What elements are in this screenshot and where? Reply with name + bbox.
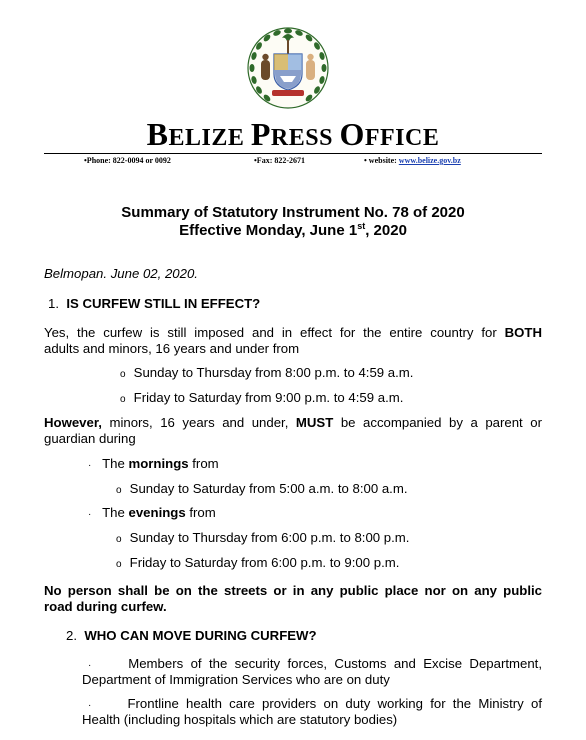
list-text: The — [102, 456, 125, 471]
header-rule — [44, 153, 542, 154]
mornings-item — [88, 455, 219, 474]
paragraph-text: minors, 16 years and under, — [109, 415, 289, 430]
fax-number: •Fax: 822-2671 — [254, 156, 306, 165]
title-initial: O — [339, 116, 365, 152]
evenings-schedule-item — [116, 554, 399, 573]
section-number: 2. — [66, 628, 77, 643]
curfew-paragraph-line2: adults and minors, 16 years and under from — [44, 341, 300, 356]
document-title: Summary of Statutory Instrument No. 78 of 2020 — [121, 204, 465, 221]
section-heading-text: IS CURFEW STILL IN EFFECT? — [66, 296, 261, 311]
section-2-heading — [66, 627, 317, 644]
emphasis-text: mornings — [128, 456, 189, 471]
emphasis-text: evenings — [128, 505, 186, 520]
website-label: • website: — [364, 156, 397, 165]
circle-bullet-icon: o — [116, 534, 122, 545]
effective-year: , 2020 — [365, 222, 407, 239]
movement-item-1-line2: Department of Immigration Services who are on duty — [82, 672, 390, 687]
title-initial: P — [250, 116, 271, 152]
list-text: Members of the security forces, Customs and Excise Department, — [128, 656, 542, 671]
effective-date-title — [0, 222, 586, 239]
website-line — [364, 156, 461, 165]
movement-item-2-line2: Health (including hospitals which are statutory bodies) — [82, 712, 398, 727]
curfew-schedule-item — [120, 389, 403, 408]
list-text: The — [102, 505, 125, 520]
list-text: from — [192, 456, 219, 471]
schedule-text: Sunday to Thursday from 8:00 p.m. to 4:59 a.m. — [133, 365, 414, 380]
website-link[interactable]: www.belize.gov.bz — [398, 156, 461, 165]
section-number: 1. — [48, 296, 59, 311]
title-initial: B — [146, 116, 169, 152]
curfew-warning-line1: No person shall be on the streets or in any public place nor on any public — [44, 583, 542, 598]
circle-bullet-icon: o — [116, 485, 122, 496]
emphasis-text: MUST — [295, 415, 334, 430]
section-heading-text: WHO CAN MOVE DURING CURFEW? — [84, 628, 317, 643]
dot-bullet-icon: · — [88, 700, 92, 711]
emphasis-text: However, — [44, 415, 102, 430]
dot-bullet-icon: · — [88, 660, 92, 671]
circle-bullet-icon: o — [120, 369, 126, 380]
list-text: Frontline health care providers on duty working for the Ministry of — [127, 696, 542, 711]
title-word: RESS — [270, 125, 333, 151]
coat-of-arms-seal — [246, 26, 330, 110]
minors-paragraph-line1 — [44, 414, 542, 431]
evenings-item — [88, 504, 216, 523]
schedule-text: Friday to Saturday from 9:00 p.m. to 4:59 a.m. — [133, 390, 404, 405]
mornings-schedule-item — [116, 480, 408, 499]
evenings-schedule-item — [116, 529, 409, 548]
minors-paragraph-line2: guardian during — [44, 431, 136, 446]
phone-number: •Phone: 822-0094 or 0092 — [84, 156, 171, 165]
dateline: Belmopan. June 02, 2020. — [44, 266, 198, 281]
title-word: ELIZE — [168, 125, 245, 151]
curfew-schedule-item — [120, 364, 413, 383]
schedule-text: Sunday to Thursday from 6:00 p.m. to 8:00 p.m. — [129, 530, 410, 545]
curfew-warning-line2: road during curfew. — [44, 599, 167, 614]
list-text: from — [189, 505, 216, 520]
circle-bullet-icon: o — [116, 559, 122, 570]
section-1-heading — [48, 295, 260, 312]
schedule-text: Friday to Saturday from 6:00 p.m. to 9:00 p.m. — [129, 555, 400, 570]
paragraph-text: Yes, the curfew is still imposed and in effect for the entire country for — [44, 325, 497, 340]
circle-bullet-icon: o — [120, 394, 126, 405]
title-word: FFICE — [364, 125, 440, 151]
curfew-paragraph-line1 — [44, 324, 542, 341]
schedule-text: Sunday to Saturday from 5:00 a.m. to 8:00 a.m. — [129, 481, 408, 496]
dot-bullet-icon: · — [88, 509, 92, 520]
paragraph-text: be accompanied by a parent or — [340, 415, 542, 430]
effective-date-text: Effective Monday, June 1 — [179, 222, 358, 239]
office-title — [0, 116, 586, 153]
ordinal-suffix: st — [357, 221, 366, 231]
emphasis-text: BOTH — [504, 325, 542, 340]
dot-bullet-icon: · — [88, 460, 92, 471]
